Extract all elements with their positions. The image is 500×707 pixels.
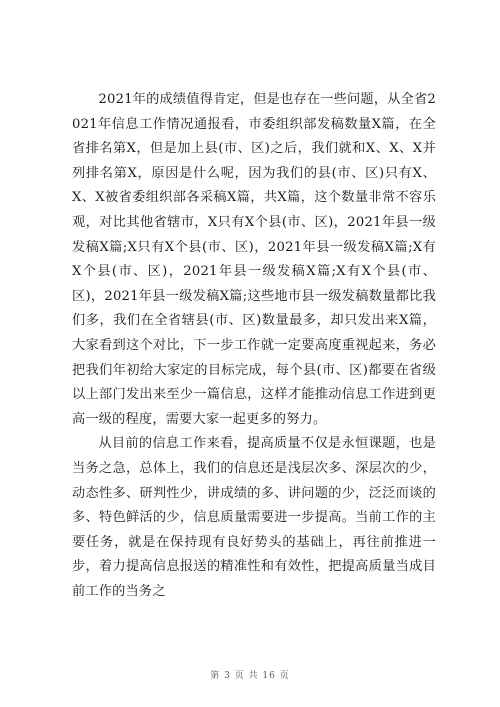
page-number-label: 第 3 页 共 16 页 — [210, 671, 290, 681]
page-footer — [0, 668, 500, 681]
paragraph-1: 2021年的成绩值得肯定，但是也存在一些问题，从全省2021年信息工作情况通报看，市委组织部发稿数量X篇，在全省排名第X，但是加上县(市、区)之后，我们就和X、X、X并列排名第X，原因是什么呢，因为我们的县(市、区)只有X、X、X被省委组织部各采稿X篇，共X篇，这个数量非常不容乐观，对比其他省辖市，X只有X个县(市、区)，2021年县一级发稿X篇;X只有X个县(市、区)，2021年县一级发稿X篇;X有X个县(市、区)，2021年县一级发稿X篇;X有X个县(市、区)，2021年县一级发稿X篇;这些地市县一级发稿数量都比我们多，我们在全省辖县(市、区)数量最多，却只发出来X篇，大家看到这个对比，下一步工作就一定要高度重视起来，务必把我们年初给大家定的目标完成，每个县(市、区)都要在省级以上部门发出来至少一篇信息，这样才能推动信息工作进到更高一级的程度，需要大家一起更多的努力。 — [72, 92, 436, 427]
document-body — [72, 88, 436, 604]
paragraph-2: 从目前的信息工作来看，提高质量不仅是永恒课题，也是当务之急，总体上，我们的信息还是浅层次多、深层次的少，动态性多、研判性少，讲成绩的多、讲问题的少，泛泛而谈的多、特色鲜活的少，信息质量需要进一步提高。当前工作的主要任务，就是在保持现有良好势头的基础上，再往前推进一步，着力提高信息报送的精准性和有效性，把提高质量当成目前工作的当务之 — [72, 436, 436, 599]
